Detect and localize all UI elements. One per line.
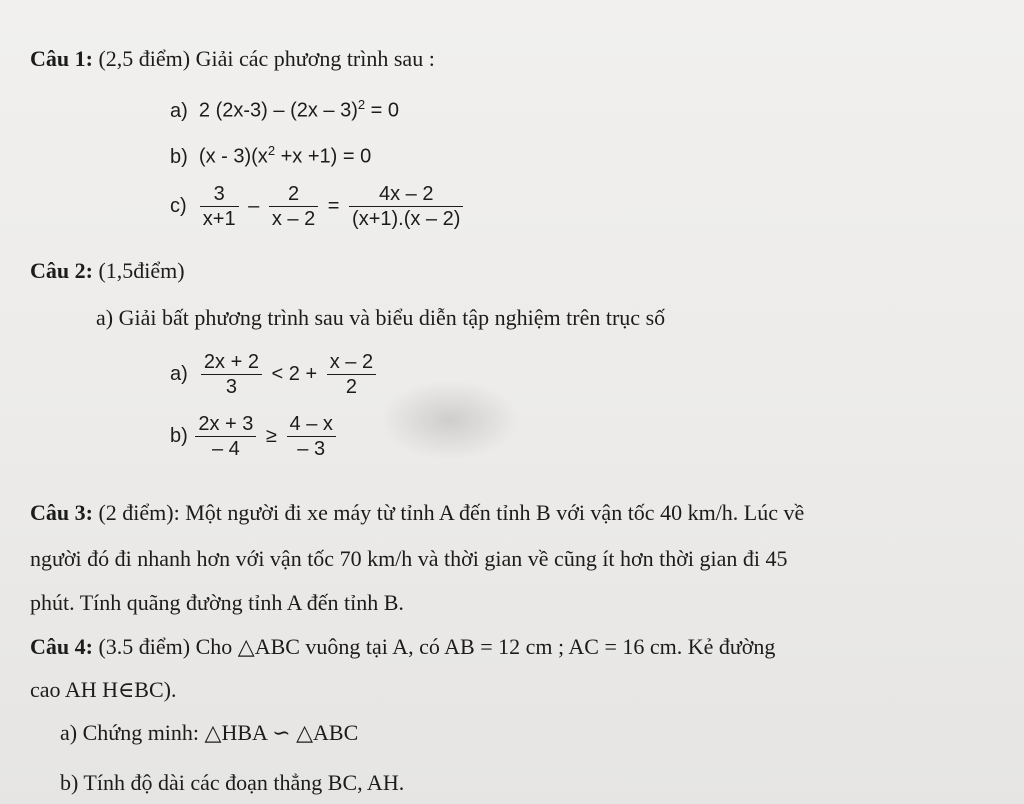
fraction: $\frac{4 - x}{- 3}$ <box>287 412 336 461</box>
q4-part-a: a) Chứng minh: △HBA ∽ △ABC <box>60 720 359 745</box>
q2-inequality-b: b) $\frac{2x + 3}{- 4}$ ≥ $\frac{4 - x}{- 3}$ <box>170 412 338 461</box>
q2-inequality-a: a) $\frac{2x + 2}{3}$ < 2 + $\frac{x - 2}{2}$ <box>170 350 378 399</box>
q3-line-2: người đó đi nhanh hơn với vận tốc 70 km/h và thời gian về cũng ít hơn thời gian đi 45 <box>30 546 788 571</box>
q4-heading: Câu 4: (3.5 điểm) Cho △ABC vuông tại A, có AB = 12 cm ; AC = 16 cm. Kẻ đường <box>30 634 776 659</box>
paper-smudge <box>380 380 520 460</box>
q1-equation-a: a) 2 (2x-3) – (2x – 3)$^2$ = 0 <box>170 97 400 122</box>
fraction: $\frac{2x + 3}{- 4}$ <box>195 412 256 461</box>
fraction: $\frac{3}{x+1}$ <box>200 182 239 231</box>
fraction: $\frac{4x - 2}{(x+1).(x - 2)}$ <box>349 182 463 231</box>
fraction: $\frac{x - 2}{2}$ <box>327 350 376 399</box>
fraction: $\frac{2}{x - 2}$ <box>269 182 318 231</box>
q2-heading: Câu 2: (1,5điểm) <box>30 258 185 283</box>
q4-part-b: b) Tính độ dài các đoạn thẳng BC, AH. <box>60 770 405 795</box>
q3-heading: Câu 3: (2 điểm): Một người đi xe máy từ tỉnh A đến tỉnh B với vận tốc 40 km/h. Lúc về <box>30 500 805 525</box>
q1-heading: Câu 1: (2,5 điểm) Giải các phương trình sau : <box>30 46 435 71</box>
q1-equation-b: b) $(x - 3)(x^2 +x +1) = 0$ <box>170 143 372 168</box>
q2-intro: a) Giải bất phương trình sau và biểu diễn tập nghiệm trên trục số <box>96 305 666 330</box>
fraction: $\frac{2x + 2}{3}$ <box>201 350 262 399</box>
q4-line-2: cao AH H∈BC). <box>30 677 177 702</box>
q3-line-3: phút. Tính quãng đường tỉnh A đến tỉnh B. <box>30 590 404 615</box>
q1-equation-c: c) $\frac{3}{x+1}$ – $\frac{2}{x - 2}$ = $\frac{4x - 2}{(x+1).(x - 2)}$ <box>170 182 465 231</box>
